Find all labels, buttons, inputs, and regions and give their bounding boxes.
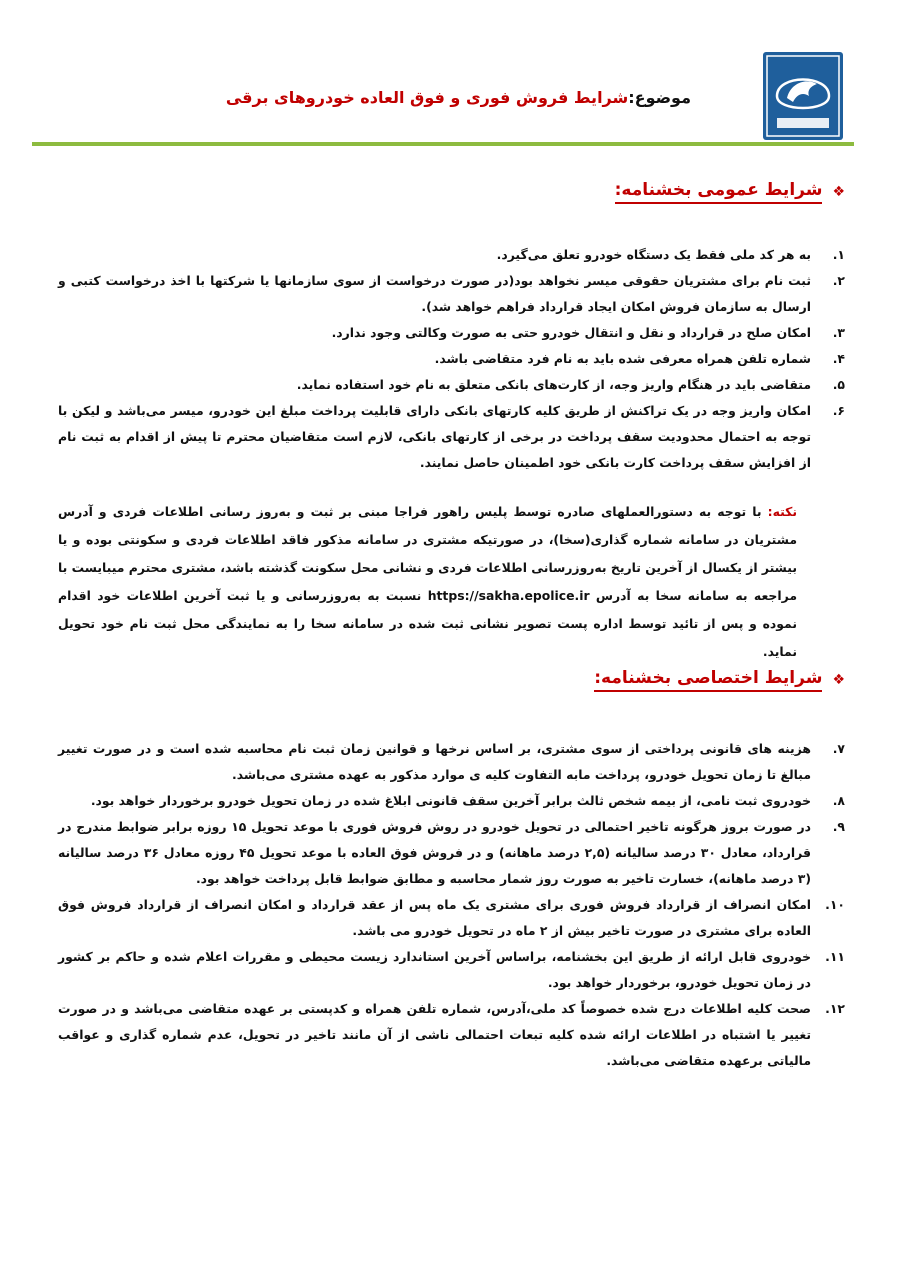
item-text: به هر کد ملی فقط یک دستگاه خودرو تعلق می‌گیرد.	[496, 247, 811, 262]
item-text: شماره تلفن همراه معرفی شده باید به نام فرد متقاضی باشد.	[434, 351, 811, 366]
list-item	[58, 892, 845, 944]
diamond-bullet-icon: ❖	[832, 184, 845, 200]
item-number: ۹.	[832, 819, 845, 834]
list-item	[58, 372, 845, 398]
note-label: نکته:	[767, 504, 797, 519]
list-item	[58, 736, 845, 788]
list-item	[58, 788, 845, 814]
list-item	[58, 944, 845, 996]
page-title	[226, 88, 691, 107]
item-number: ۴.	[832, 351, 845, 366]
title-main: شرایط فروش فوری و فوق العاده خودروهای برقی	[225, 88, 629, 107]
item-number: ۲.	[832, 273, 845, 288]
item-number: ۱.	[832, 247, 845, 262]
general-heading	[615, 180, 845, 204]
item-number: ۳.	[832, 325, 845, 340]
item-text: هزینه های قانونی پرداختی از سوی مشتری، بر اساس نرخها و قوانین زمان ثبت نام محاسبه شده است و در صورت تغییر مبالغ تا زمان تحویل خودرو، پرداخت مابه التفاوت کلیه ی موارد مذکور به عهده مشتری می‌باشد.	[58, 741, 811, 782]
item-text: خودروی ثبت نامی، از بیمه شخص ثالث برابر آخرین سقف قانونی ابلاغ شده در زمان تحویل خودرو برخوردار خواهد بود.	[90, 793, 811, 808]
company-logo	[763, 52, 843, 140]
item-text: صحت کلیه اطلاعات درج شده خصوصاً کد ملی،آدرس، شماره تلفن همراه و کدپستی بر عهده متقاضی می‌باشد و در صورت تغییر یا اشتباه در اطلاعات ارائه شده کلیه تبعات احتمالی ناشی از آن مانند تاخیر در تحویل، عدم شماره گذاری و عواقب مالیاتی برعهده متقاضی می‌باشد.	[58, 1001, 811, 1068]
item-number: ۷.	[832, 741, 845, 756]
list-item	[58, 320, 845, 346]
specific-heading	[594, 668, 845, 692]
item-text: امکان واریز وجه در یک تراکنش از طریق کلیه کارتهای بانکی دارای قابلیت پرداخت مبلغ این خودرو، میسر می‌باشد و لیکن با توجه به احتمال محدودیت سقف پرداخت در برخی از کارتهای بانکی، لازم است متقاضیان محترم تا پیش از اقدام به ثبت نام از افزایش سقف پرداخت کارت بانکی خود اطمینان حاصل نمایند.	[58, 403, 811, 470]
item-number: ۶.	[832, 403, 845, 418]
general-list	[58, 242, 845, 476]
list-item	[58, 346, 845, 372]
note-text: با توجه به دستورالعملهای صادره توسط پلیس راهور فراجا مبنی بر ثبت و به‌روز رسانی اطلاعات فردی و آدرس مشتریان در سامانه شماره گذاری(سخا)، در صورتیکه مشتری در سامانه مذکور فاقد اطلاعات فردی و سکونتی بوده و یا بیشتر از یکسال از آخرین تاریخ به‌روزرسانی اطلاعات فردی و نشانی محل سکونت گذشته باشد، مشتری محترم میبایست با مراجعه به سامانه سخا به آدرس https://sakha.epolice.ir نسبت به به‌روزرسانی و یا ثبت آخرین اطلاعات خود اقدام نموده و پس از تائید توسط اداره پست تصویر نشانی ثبت شده در سامانه سخا را به نمایندگی محل ثبت نام خود تحویل نماید.	[58, 504, 797, 659]
item-number: ۱۰.	[825, 897, 845, 912]
note-paragraph	[58, 498, 797, 666]
list-item	[58, 398, 845, 476]
item-text: ثبت نام برای مشتریان حقوقی میسر نخواهد بود(در صورت درخواست از سوی سازمانها یا شرکتها با اخذ درخواست کتبی و ارسال به سازمان فروش امکان ایجاد قرارداد فراهم خواهد شد).	[58, 273, 811, 314]
title-prefix: موضوع:	[628, 88, 691, 107]
header-divider	[32, 142, 854, 146]
list-item	[58, 268, 845, 320]
item-text: در صورت بروز هرگونه تاخیر احتمالی در تحویل خودرو در روش فروش فوری با موعد تحویل ۱۵ روزه برابر ضوابط مندرج در قرارداد، معادل ۳۰ درصد سالیانه (۲,۵ درصد ماهانه) و در فروش فوق العاده با موعد تحویل ۴۵ روزه معادل ۳۶ درصد سالیانه (۳ درصد ماهانه)، خسارت تاخیر به صورت روز شمار محاسبه و مطابق ضوابط قابل پرداخت خواهد بود.	[58, 819, 811, 886]
item-text: خودروی قابل ارائه از طریق این بخشنامه، براساس آخرین استاندارد زیست محیطی و مقررات اعلام شده و حاکم بر کشور در زمان تحویل خودرو، برخوردار خواهد بود.	[58, 949, 811, 990]
list-item	[58, 242, 845, 268]
specific-heading-text: شرایط اختصاصی بخشنامه:	[594, 668, 822, 692]
item-number: ۵.	[832, 377, 845, 392]
list-item	[58, 814, 845, 892]
item-number: ۸.	[832, 793, 845, 808]
specific-list	[58, 736, 845, 1074]
item-text: امکان انصراف از قرارداد فروش فوری برای مشتری یک ماه پس از عقد قرارداد و امکان انصراف از قرارداد فروش فوق العاده برای مشتری در صورت تاخیر بیش از ۲ ماه در تحویل خودرو می باشد.	[58, 897, 811, 938]
item-number: ۱۲.	[825, 1001, 845, 1016]
item-number: ۱۱.	[825, 949, 845, 964]
list-item	[58, 996, 845, 1074]
general-heading-text: شرایط عمومی بخشنامه:	[615, 180, 823, 204]
diamond-bullet-icon: ❖	[832, 672, 845, 688]
item-text: امکان صلح در قرارداد و نقل و انتقال خودرو حتی به صورت وکالتی وجود ندارد.	[331, 325, 811, 340]
item-text: متقاضی باید در هنگام واریز وجه، از کارت‌های بانکی متعلق به نام خود استفاده نماید.	[296, 377, 811, 392]
